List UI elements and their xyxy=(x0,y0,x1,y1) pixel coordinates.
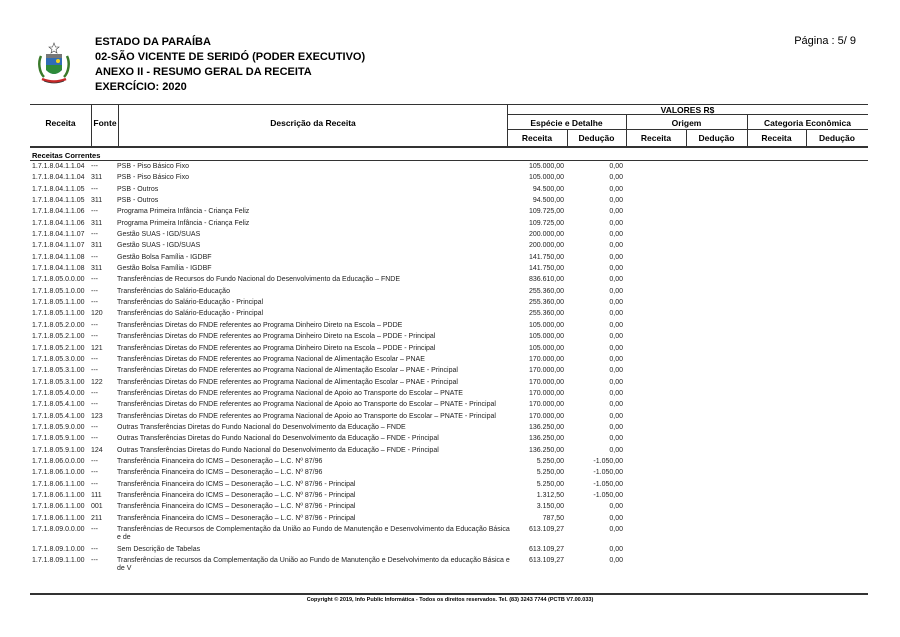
fonte-code: --- xyxy=(91,367,98,375)
receita-description: Transferências Diretas do FNDE referentes ao Programa Nacional de Alimentação Escolar – PNAE - Principal xyxy=(117,378,458,386)
fonte-code: 311 xyxy=(91,265,103,273)
deducao-value: 0,00 xyxy=(609,423,623,431)
receita-code: 1.7.1.8.04.1.1.07 xyxy=(32,231,85,239)
receita-description: PSB - Outros xyxy=(117,197,159,205)
sub-header-deducao: Dedução xyxy=(698,133,735,143)
receita-value: 255.360,00 xyxy=(528,299,564,307)
sub-header-receita: Receita xyxy=(521,133,553,143)
table-row xyxy=(32,333,652,341)
fonte-code: --- xyxy=(91,545,98,553)
group-categoria-economica: Categoria Econômica xyxy=(764,118,851,128)
receita-description: Transferências de Recursos de Complementação da União ao Fundo de Manutenção e Desenvolvimento da Educação Básica e de xyxy=(117,526,510,542)
table-row xyxy=(32,231,652,239)
receita-description: Transferências Diretas do FNDE referentes ao Programa Nacional de Alimentação Escolar – PNAE xyxy=(117,355,425,363)
fonte-code: --- xyxy=(91,299,98,307)
deducao-value: 0,00 xyxy=(609,389,623,397)
receita-description: Transferências do Salário-Educação - Principal xyxy=(117,299,264,307)
table-row xyxy=(32,503,652,511)
col-header-receita: Receita xyxy=(45,118,76,128)
deducao-value: 0,00 xyxy=(609,219,623,227)
receita-code: 1.7.1.8.05.9.1.00 xyxy=(32,446,85,454)
deducao-value: 0,00 xyxy=(609,556,623,564)
table-row xyxy=(32,546,652,554)
fonte-code: 311 xyxy=(91,197,103,205)
table-row xyxy=(32,447,652,455)
receita-description: Outras Transferências Diretas do Fundo Nacional do Desenvolvimento da Educação – FNDE - Principal xyxy=(117,435,439,443)
receita-description: Gestão SUAS - IGD/SUAS xyxy=(117,242,201,250)
table-row xyxy=(32,208,652,216)
col-header-fonte: Fonte xyxy=(93,118,117,128)
receita-value: 1.312,50 xyxy=(536,491,564,499)
fonte-code: 124 xyxy=(91,446,103,454)
receita-description: Transferência Financeira do ICMS – Desoneração – L.C. Nº 87/96 - Principal xyxy=(117,514,356,522)
deducao-value: -1.050,00 xyxy=(593,457,623,465)
deducao-value: 0,00 xyxy=(609,378,623,386)
receita-value: 613.109,27 xyxy=(528,526,564,533)
deducao-value: 0,00 xyxy=(609,310,623,318)
deducao-value: 0,00 xyxy=(609,435,623,443)
table-row xyxy=(32,367,652,375)
receita-description: Transferências Diretas do FNDE referentes ao Programa Dinheiro Direto na Escola – PDDE - Principal xyxy=(117,344,436,352)
deducao-value: 0,00 xyxy=(609,163,623,170)
receita-description: Outras Transferências Diretas do Fundo Nacional do Desenvolvimento da Educação – FNDE xyxy=(117,423,406,431)
fonte-code: --- xyxy=(91,321,98,329)
fonte-code: --- xyxy=(91,389,98,397)
receita-value: 170.000,00 xyxy=(528,355,564,363)
receita-description: Transferências Diretas do FNDE referentes ao Programa Nacional de Apoio ao Transporte do Escolar – PNATE - Principal xyxy=(117,401,496,409)
table-row xyxy=(32,469,652,477)
receita-value: 170.000,00 xyxy=(528,367,564,375)
table-row xyxy=(32,254,652,262)
deducao-value: -1.050,00 xyxy=(593,469,623,477)
receita-description: Transferências Diretas do FNDE referentes ao Programa Dinheiro Direto na Escola – PDDE xyxy=(117,321,403,329)
receita-description: Transferência Financeira do ICMS – Desoneração – L.C. Nº 87/96 xyxy=(117,457,323,465)
table-row xyxy=(32,163,652,171)
receita-description: Transferências do Salário-Educação xyxy=(117,287,230,295)
divider xyxy=(30,160,868,161)
receita-value: 105.000,00 xyxy=(528,333,564,341)
deducao-value: 0,00 xyxy=(609,526,623,533)
deducao-value: 0,00 xyxy=(609,367,623,375)
fonte-code: 211 xyxy=(91,514,103,522)
divider xyxy=(507,129,868,130)
deducao-value: 0,00 xyxy=(609,253,623,261)
deducao-value: 0,00 xyxy=(609,545,623,553)
receita-value: 136.250,00 xyxy=(528,446,564,454)
page-number: Página : 5/ 9 xyxy=(794,35,856,47)
sub-header-deducao: Dedução xyxy=(578,133,615,143)
deducao-value: 0,00 xyxy=(609,197,623,205)
receita-value: 200.000,00 xyxy=(528,231,564,239)
deducao-value: 0,00 xyxy=(609,265,623,273)
receita-value: 613.109,27 xyxy=(528,556,564,564)
table-row xyxy=(32,379,652,387)
receita-value: 5.250,00 xyxy=(536,469,564,477)
table-row xyxy=(32,345,652,353)
fiscal-year: EXERCÍCIO: 2020 xyxy=(95,81,187,93)
receita-code: 1.7.1.8.06.1.1.00 xyxy=(32,514,85,522)
fonte-code: --- xyxy=(91,333,98,341)
receita-code: 1.7.1.8.09.1.0.00 xyxy=(32,545,85,553)
state-name: ESTADO DA PARAÍBA xyxy=(95,36,211,48)
receita-description: Outras Transferências Diretas do Fundo Nacional do Desenvolvimento da Educação – FNDE - Principal xyxy=(117,446,439,454)
receita-value: 255.360,00 xyxy=(528,287,564,295)
receita-value: 109.725,00 xyxy=(528,219,564,227)
receita-code: 1.7.1.8.09.0.0.00 xyxy=(32,526,85,533)
fonte-code: 123 xyxy=(91,412,103,420)
table-row xyxy=(32,526,652,542)
receita-value: 105.000,00 xyxy=(528,163,564,170)
receita-description: Gestão SUAS - IGD/SUAS xyxy=(117,231,201,239)
receita-code: 1.7.1.8.05.3.1.00 xyxy=(32,378,85,386)
receita-value: 5.250,00 xyxy=(536,480,564,488)
receita-code: 1.7.1.8.05.2.0.00 xyxy=(32,321,85,329)
table-row xyxy=(32,276,652,284)
deducao-value: 0,00 xyxy=(609,231,623,239)
group-especie-detalhe: Espécie e Detalhe xyxy=(530,118,603,128)
deducao-value: 0,00 xyxy=(609,344,623,352)
table-row xyxy=(32,401,652,409)
receita-code: 1.7.1.8.04.1.1.05 xyxy=(32,197,85,205)
deducao-value: 0,00 xyxy=(609,355,623,363)
fonte-code: --- xyxy=(91,401,98,409)
receita-value: 3.150,00 xyxy=(536,503,564,511)
deducao-value: 0,00 xyxy=(609,412,623,420)
col-header-descricao: Descrição da Receita xyxy=(270,118,356,128)
fonte-code: --- xyxy=(91,355,98,363)
fonte-code: --- xyxy=(91,457,98,465)
receita-code: 1.7.1.8.09.1.1.00 xyxy=(32,556,85,564)
divider xyxy=(30,146,868,148)
receita-code: 1.7.1.8.04.1.1.04 xyxy=(32,174,85,182)
fonte-code: --- xyxy=(91,480,98,488)
fonte-code: --- xyxy=(91,435,98,443)
footer-copyright: Copyright © 2019, Info Public Informática - Todos os direitos reservados. Tel. (83) 3243 7744 (PCTB V7.00.033) xyxy=(306,597,594,603)
deducao-value: 0,00 xyxy=(609,299,623,307)
footer-divider xyxy=(30,593,868,595)
receita-code: 1.7.1.8.04.1.1.06 xyxy=(32,219,85,227)
coat-of-arms-logo xyxy=(37,42,71,86)
fonte-code: 311 xyxy=(91,174,103,182)
receita-description: PSB - Piso Básico Fixo xyxy=(117,163,189,170)
table-row xyxy=(32,515,652,523)
sub-header-receita: Receita xyxy=(640,133,672,143)
receita-code: 1.7.1.8.04.1.1.08 xyxy=(32,265,85,273)
receita-value: 613.109,27 xyxy=(528,545,564,553)
receita-description: PSB - Outros xyxy=(117,185,159,193)
sub-header-receita: Receita xyxy=(761,133,792,143)
col-header-valores: VALORES R$ xyxy=(660,105,715,115)
receita-code: 1.7.1.8.05.1.1.00 xyxy=(32,299,85,307)
fonte-code: 311 xyxy=(91,219,103,227)
receita-description: Gestão Bolsa Família - IGDBF xyxy=(117,265,212,273)
receita-description: Gestão Bolsa Família - IGDBF xyxy=(117,253,212,261)
receita-description: Transferências de Recursos do Fundo Nacional do Desenvolvimento da Educação – FNDE xyxy=(117,276,401,284)
fonte-code: --- xyxy=(91,556,98,564)
table-row xyxy=(32,186,652,194)
receita-code: 1.7.1.8.04.1.1.08 xyxy=(32,253,85,261)
deducao-value: -1.050,00 xyxy=(593,491,623,499)
fonte-code: --- xyxy=(91,287,98,295)
fonte-code: --- xyxy=(91,423,98,431)
receita-value: 105.000,00 xyxy=(528,174,564,182)
table-row xyxy=(32,197,652,205)
receita-description: Transferências Diretas do FNDE referentes ao Programa Nacional de Alimentação Escolar – PNAE - Principal xyxy=(117,367,458,375)
receita-value: 136.250,00 xyxy=(528,423,564,431)
table-row xyxy=(32,299,652,307)
receita-description: Transferências Diretas do FNDE referentes ao Programa Dinheiro Direto na Escola – PDDE - Principal xyxy=(117,333,436,341)
table-row xyxy=(32,242,652,250)
table-row xyxy=(32,322,652,330)
receita-code: 1.7.1.8.04.1.1.04 xyxy=(32,163,85,170)
deducao-value: 0,00 xyxy=(609,503,623,511)
deducao-value: 0,00 xyxy=(609,287,623,295)
deducao-value: 0,00 xyxy=(609,333,623,341)
table-row xyxy=(32,435,652,443)
table-row xyxy=(32,265,652,273)
receita-code: 1.7.1.8.05.9.0.00 xyxy=(32,423,85,431)
receita-value: 5.250,00 xyxy=(536,457,564,465)
fonte-code: 122 xyxy=(91,378,103,386)
fonte-code: --- xyxy=(91,163,98,170)
receita-code: 1.7.1.8.06.0.0.00 xyxy=(32,457,85,465)
receita-value: 141.750,00 xyxy=(528,253,564,261)
receita-value: 141.750,00 xyxy=(528,265,564,273)
receita-code: 1.7.1.8.04.1.1.05 xyxy=(32,185,85,193)
receita-value: 170.000,00 xyxy=(528,401,564,409)
fonte-code: --- xyxy=(91,208,98,216)
fonte-code: 311 xyxy=(91,242,103,250)
deducao-value: 0,00 xyxy=(609,208,623,216)
fonte-code: 120 xyxy=(91,310,103,318)
receita-value: 136.250,00 xyxy=(528,435,564,443)
table-row xyxy=(32,220,652,228)
section-title: Receitas Correntes xyxy=(32,151,101,160)
receita-value: 94.500,00 xyxy=(532,197,564,205)
table-row xyxy=(32,356,652,364)
receita-value: 200.000,00 xyxy=(528,242,564,250)
receita-code: 1.7.1.8.05.1.1.00 xyxy=(32,310,85,318)
receita-description: Sem Descrição de Tabelas xyxy=(117,545,201,553)
fonte-code: 121 xyxy=(91,344,103,352)
receita-value: 94.500,00 xyxy=(532,185,564,193)
receita-code: 1.7.1.8.05.9.1.00 xyxy=(32,435,85,443)
receita-description: Transferências Diretas do FNDE referentes ao Programa Nacional de Apoio ao Transporte do Escolar – PNATE xyxy=(117,389,463,397)
receita-code: 1.7.1.8.06.1.1.00 xyxy=(32,503,85,511)
report-title: ANEXO II - RESUMO GERAL DA RECEITA xyxy=(95,66,312,78)
receita-value: 170.000,00 xyxy=(528,389,564,397)
coat-of-arms-paraiba-icon xyxy=(37,42,71,86)
deducao-value: 0,00 xyxy=(609,321,623,329)
fonte-code: 111 xyxy=(91,491,102,499)
receita-code: 1.7.1.8.06.1.0.00 xyxy=(32,469,85,477)
receita-code: 1.7.1.8.05.4.0.00 xyxy=(32,389,85,397)
table-row xyxy=(32,174,652,182)
table-row xyxy=(32,458,652,466)
receita-value: 836.610,00 xyxy=(528,276,564,284)
receita-description: Transferência Financeira do ICMS – Desoneração – L.C. Nº 87/96 - Principal xyxy=(117,480,356,488)
fonte-code: --- xyxy=(91,276,98,284)
receita-code: 1.7.1.8.05.2.1.00 xyxy=(32,333,85,341)
receita-description: Transferência Financeira do ICMS – Desoneração – L.C. Nº 87/96 - Principal xyxy=(117,503,356,511)
deducao-value: 0,00 xyxy=(609,276,623,284)
report-header xyxy=(95,35,365,95)
receita-description: Transferência Financeira do ICMS – Desoneração – L.C. Nº 87/96 - Principal xyxy=(117,491,356,499)
group-origem: Origem xyxy=(671,118,702,128)
fonte-code: --- xyxy=(91,231,98,239)
receita-code: 1.7.1.8.05.1.0.00 xyxy=(32,287,85,295)
fonte-code: --- xyxy=(91,526,98,533)
table-row xyxy=(32,390,652,398)
deducao-value: 0,00 xyxy=(609,401,623,409)
receita-description: Programa Primeira Infância - Criança Feliz xyxy=(117,208,250,216)
receita-code: 1.7.1.8.05.0.0.00 xyxy=(32,276,85,284)
sub-header-deducao: Dedução xyxy=(819,133,855,143)
deducao-value: -1.050,00 xyxy=(593,480,623,488)
receita-value: 170.000,00 xyxy=(528,378,564,386)
table-row xyxy=(32,557,652,573)
receita-code: 1.7.1.8.05.4.1.00 xyxy=(32,401,85,409)
table-row xyxy=(32,288,652,296)
receita-value: 170.000,00 xyxy=(528,412,564,420)
receita-code: 1.7.1.8.05.2.1.00 xyxy=(32,344,85,352)
entity-name: 02-SÃO VICENTE DE SERIDÓ (PODER EXECUTIVO) xyxy=(95,51,366,63)
table-row xyxy=(32,310,652,318)
table-row xyxy=(32,492,652,500)
table-row xyxy=(32,424,652,432)
fonte-code: --- xyxy=(91,469,98,477)
fonte-code: 001 xyxy=(91,503,103,511)
deducao-value: 0,00 xyxy=(609,446,623,454)
fonte-code: --- xyxy=(91,253,98,261)
receita-description: Programa Primeira Infância - Criança Feliz xyxy=(117,219,250,227)
deducao-value: 0,00 xyxy=(609,242,623,250)
fonte-code: --- xyxy=(91,185,98,193)
deducao-value: 0,00 xyxy=(609,174,623,182)
revenue-table-body xyxy=(32,163,652,576)
receita-code: 1.7.1.8.04.1.1.07 xyxy=(32,242,85,250)
deducao-value: 0,00 xyxy=(609,514,623,522)
receita-description: Transferências de recursos da Complementação da União ao Fundo de Manutenção e Deselvolvimento da educação Básica e de V xyxy=(117,556,510,573)
receita-code: 1.7.1.8.06.1.1.00 xyxy=(32,491,85,499)
receita-value: 109.725,00 xyxy=(528,208,564,216)
deducao-value: 0,00 xyxy=(609,185,623,193)
receita-code: 1.7.1.8.05.3.1.00 xyxy=(32,367,85,375)
receita-code: 1.7.1.8.04.1.1.06 xyxy=(32,208,85,216)
receita-description: PSB - Piso Básico Fixo xyxy=(117,174,189,182)
receita-description: Transferências do Salário-Educação - Principal xyxy=(117,310,264,318)
receita-value: 787,50 xyxy=(542,514,564,522)
receita-description: Transferência Financeira do ICMS – Desoneração – L.C. Nº 87/96 xyxy=(117,469,323,477)
receita-code: 1.7.1.8.05.4.1.00 xyxy=(32,412,85,420)
receita-code: 1.7.1.8.06.1.1.00 xyxy=(32,480,85,488)
receita-code: 1.7.1.8.05.3.0.00 xyxy=(32,355,85,363)
receita-value: 105.000,00 xyxy=(528,344,564,352)
table-row xyxy=(32,413,652,421)
receita-value: 255.360,00 xyxy=(528,310,564,318)
table-row xyxy=(32,481,652,489)
receita-value: 105.000,00 xyxy=(528,321,564,329)
receita-description: Transferências Diretas do FNDE referentes ao Programa Nacional de Apoio ao Transporte do Escolar – PNATE - Principal xyxy=(117,412,496,420)
